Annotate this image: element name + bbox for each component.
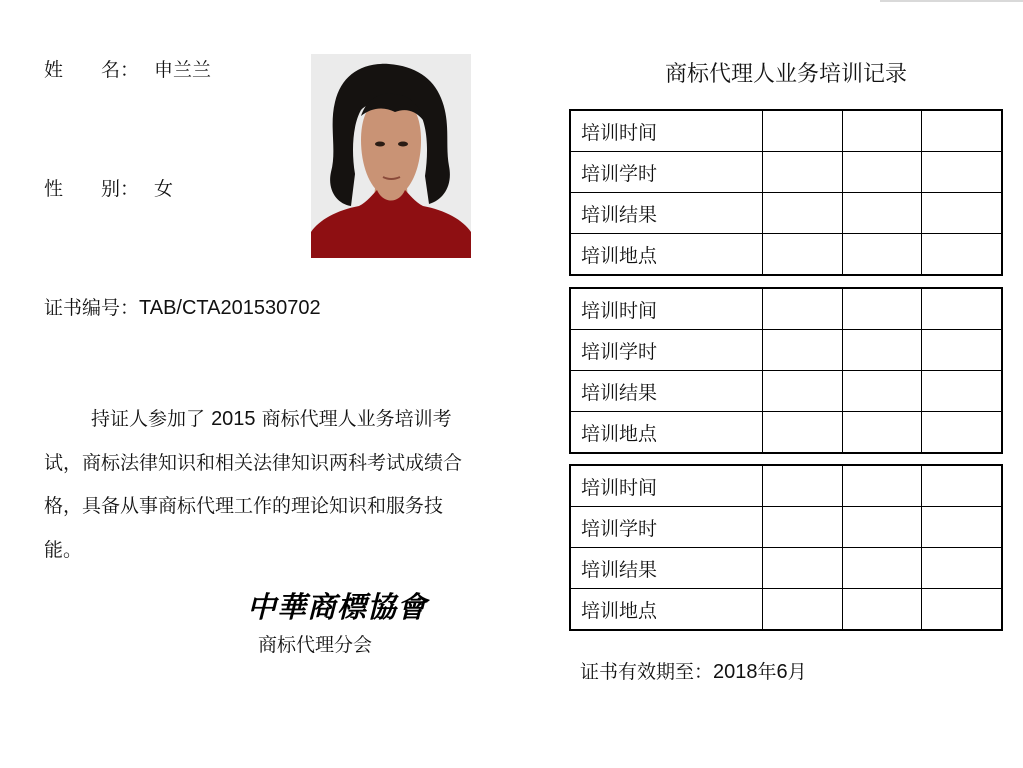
- association-seal-calligraphy: [244, 586, 430, 626]
- record-cell: [922, 234, 1002, 276]
- training-record-table: [569, 464, 1003, 631]
- table-row: [570, 330, 1002, 371]
- table-row: [570, 110, 1002, 152]
- gender-label: 性 别：: [44, 178, 140, 200]
- table-row: [570, 234, 1002, 276]
- portrait-left-eye: [375, 142, 385, 147]
- seal-graphic: [244, 586, 430, 626]
- record-cell: [763, 234, 843, 276]
- holder-photo: [311, 54, 471, 258]
- record-cell: [763, 288, 843, 330]
- seal-text: 中華商標協會: [246, 590, 428, 624]
- record-cell: [763, 465, 843, 507]
- record-cell: [763, 412, 843, 454]
- validity-date: [580, 657, 807, 684]
- training-hours-label: 培训学时: [570, 152, 763, 193]
- record-cell: [842, 288, 922, 330]
- training-time-label: 培训时间: [570, 110, 763, 152]
- record-cell: [842, 371, 922, 412]
- training-location-label: 培训地点: [570, 589, 763, 631]
- record-cell: [763, 110, 843, 152]
- record-cell: [763, 193, 843, 234]
- cert-number-label: 证书编号：: [44, 297, 140, 319]
- table-row: [570, 288, 1002, 330]
- record-cell: [842, 548, 922, 589]
- record-cell: [763, 371, 843, 412]
- training-result-label: 培训结果: [570, 193, 763, 234]
- record-cell: [922, 330, 1002, 371]
- record-cell: [842, 330, 922, 371]
- record-cell: [922, 371, 1002, 412]
- name-value: 申兰兰: [154, 59, 212, 81]
- training-hours-label: 培训学时: [570, 330, 763, 371]
- issuing-branch: 商标代理分会: [258, 634, 373, 656]
- table-row: [570, 589, 1002, 631]
- record-cell: [922, 548, 1002, 589]
- record-cell: [922, 465, 1002, 507]
- validity-month: 6: [776, 661, 788, 683]
- training-location-label: 培训地点: [570, 412, 763, 454]
- record-cell: [922, 193, 1002, 234]
- record-cell: [922, 412, 1002, 454]
- statement-part2: 商标代理人业务培训考试，商标法律知识和相关法律知识两科考试成绩合格，具备从事商标代理工作的理论知识和服务技能。: [44, 408, 463, 561]
- record-cell: [763, 330, 843, 371]
- record-cell: [842, 193, 922, 234]
- record-cell: [763, 507, 843, 548]
- training-result-label: 培训结果: [570, 548, 763, 589]
- validity-month-unit: 月: [787, 661, 807, 683]
- training-record-title: 商标代理人业务培训记录: [664, 62, 907, 87]
- training-location-label: 培训地点: [570, 234, 763, 276]
- record-cell: [842, 507, 922, 548]
- name-field: [44, 59, 211, 81]
- record-cell: [922, 589, 1002, 631]
- table-row: [570, 193, 1002, 234]
- record-cell: [922, 507, 1002, 548]
- table-row: [570, 371, 1002, 412]
- table-row: [570, 465, 1002, 507]
- gender-field: [44, 178, 173, 200]
- portrait-image: [311, 54, 471, 258]
- table-row: [570, 152, 1002, 193]
- record-cell: [922, 152, 1002, 193]
- table-row: [570, 412, 1002, 454]
- validity-year: 2018: [713, 661, 758, 683]
- statement-part1: 持证人参加了: [91, 408, 206, 430]
- validity-label: 证书有效期至：: [580, 661, 714, 683]
- record-cell: [922, 110, 1002, 152]
- record-cell: [842, 110, 922, 152]
- record-cell: [763, 548, 843, 589]
- record-cell: [842, 465, 922, 507]
- record-cell: [842, 152, 922, 193]
- table-row: [570, 507, 1002, 548]
- portrait-right-eye: [398, 142, 408, 147]
- top-edge-line: [880, 0, 1023, 2]
- record-cell: [842, 234, 922, 276]
- training-time-label: 培训时间: [570, 288, 763, 330]
- record-cell: [763, 589, 843, 631]
- training-record-table: [569, 287, 1003, 454]
- training-hours-label: 培训学时: [570, 507, 763, 548]
- statement-year: 2015: [211, 408, 256, 430]
- validity-year-unit: 年: [757, 661, 777, 683]
- record-cell: [922, 288, 1002, 330]
- training-record-table: [569, 109, 1003, 276]
- record-cell: [763, 152, 843, 193]
- table-row: [570, 548, 1002, 589]
- training-time-label: 培训时间: [570, 465, 763, 507]
- training-result-label: 培训结果: [570, 371, 763, 412]
- record-cell: [842, 589, 922, 631]
- name-label: 姓 名：: [44, 59, 140, 81]
- cert-number-field: [44, 297, 321, 319]
- record-cell: [842, 412, 922, 454]
- gender-value: 女: [154, 178, 174, 200]
- cert-number-value: TAB/CTA201530702: [139, 297, 321, 319]
- certification-statement: [44, 398, 478, 572]
